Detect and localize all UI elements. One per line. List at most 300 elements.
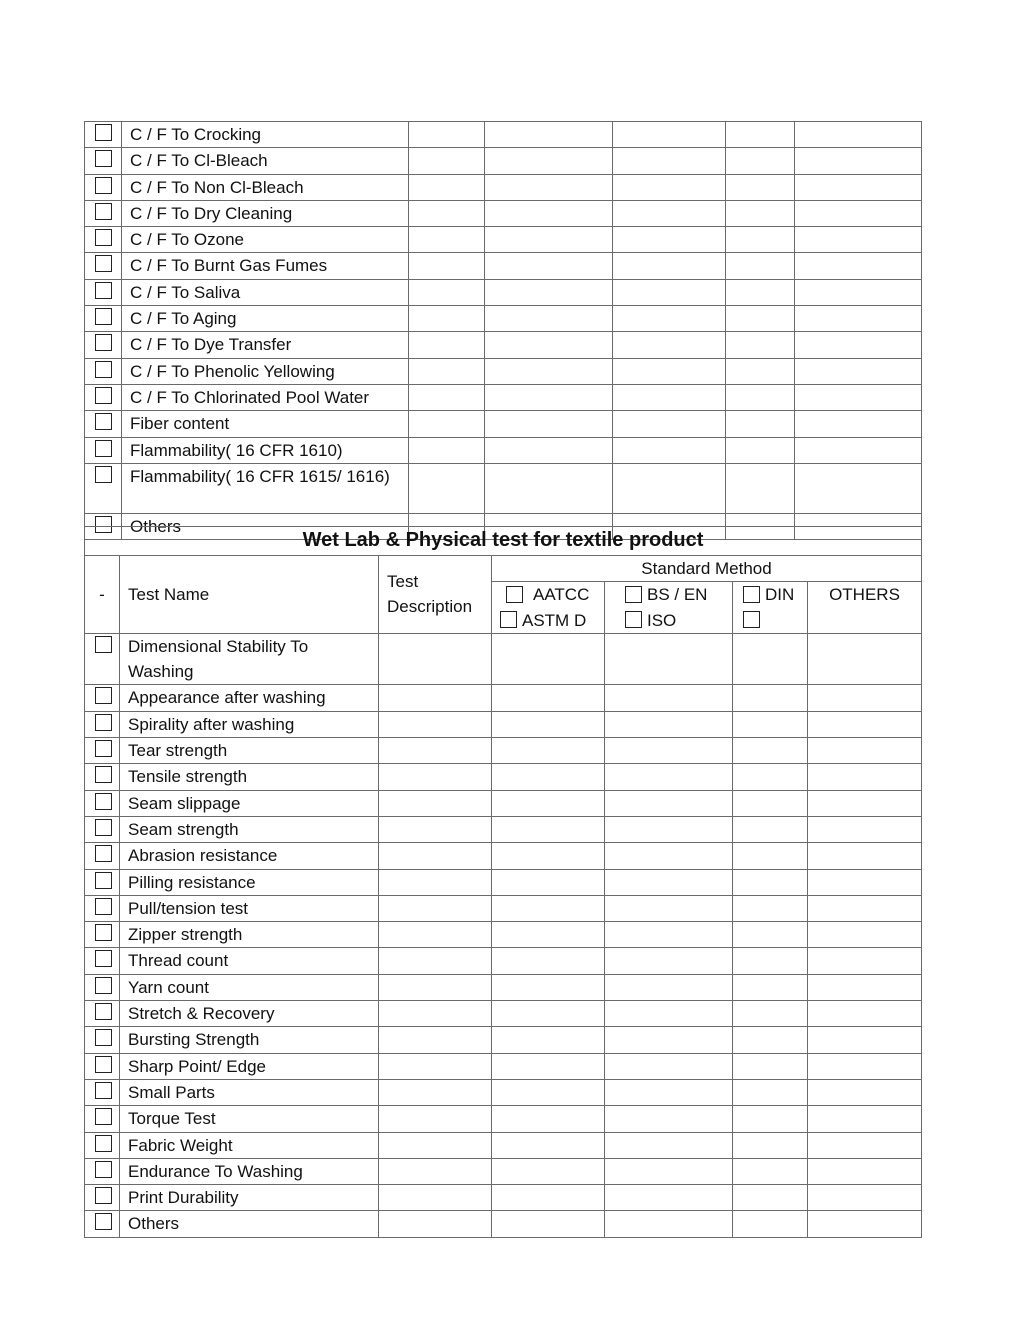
entry-cell[interactable]	[492, 764, 605, 790]
test-name-cell: Flammability( 16 CFR 1615/ 1616)	[122, 463, 409, 513]
entry-cell[interactable]	[733, 1211, 808, 1237]
entry-cell[interactable]	[485, 227, 613, 253]
table-row	[85, 633, 922, 685]
entry-cell[interactable]	[492, 1079, 605, 1105]
entry-cell[interactable]	[808, 1211, 922, 1237]
entry-cell[interactable]	[726, 253, 795, 279]
entry-cell[interactable]	[492, 1053, 605, 1079]
entry-cell[interactable]	[733, 711, 808, 737]
entry-cell[interactable]	[605, 1185, 733, 1211]
entry-cell[interactable]	[485, 253, 613, 279]
entry-cell[interactable]	[492, 1001, 605, 1027]
entry-cell[interactable]	[733, 922, 808, 948]
row-checkbox[interactable]	[95, 1108, 112, 1125]
entry-cell[interactable]	[808, 816, 922, 842]
test-name-cell: Torque Test	[120, 1106, 379, 1132]
entry-cell[interactable]	[605, 738, 733, 764]
entry-cell[interactable]	[726, 411, 795, 437]
entry-cell[interactable]	[726, 174, 795, 200]
entry-cell[interactable]	[808, 869, 922, 895]
row-checkbox[interactable]	[95, 124, 112, 141]
entry-cell[interactable]	[605, 764, 733, 790]
checkbox-cell	[85, 738, 120, 764]
entry-cell[interactable]	[409, 411, 485, 437]
bs-en-label: BS / EN	[647, 585, 708, 605]
entry-cell[interactable]	[733, 895, 808, 921]
entry-cell[interactable]	[605, 869, 733, 895]
entry-cell[interactable]	[605, 922, 733, 948]
entry-cell[interactable]	[492, 869, 605, 895]
entry-cell[interactable]	[485, 279, 613, 305]
entry-cell[interactable]	[733, 1158, 808, 1184]
entry-cell[interactable]	[605, 790, 733, 816]
row-checkbox[interactable]	[95, 387, 112, 404]
entry-cell[interactable]	[379, 1106, 492, 1132]
entry-cell[interactable]	[613, 148, 726, 174]
row-checkbox[interactable]	[95, 1213, 112, 1230]
entry-cell[interactable]	[726, 358, 795, 384]
entry-cell[interactable]	[795, 358, 922, 384]
entry-cell[interactable]	[733, 974, 808, 1000]
entry-cell[interactable]	[733, 1001, 808, 1027]
din-extra-checkbox[interactable]	[743, 611, 760, 628]
entry-cell[interactable]	[605, 1158, 733, 1184]
checkbox-cell	[85, 895, 120, 921]
entry-cell[interactable]	[613, 279, 726, 305]
entry-cell[interactable]	[379, 1053, 492, 1079]
wetlab-table	[84, 526, 922, 1238]
row-checkbox[interactable]	[95, 466, 112, 483]
entry-cell[interactable]	[613, 122, 726, 148]
entry-cell[interactable]	[492, 895, 605, 921]
entry-cell[interactable]	[605, 1106, 733, 1132]
entry-cell[interactable]	[409, 148, 485, 174]
entry-cell[interactable]	[726, 306, 795, 332]
entry-cell[interactable]	[605, 948, 733, 974]
row-checkbox[interactable]	[95, 766, 112, 783]
table-row	[85, 411, 922, 437]
entry-cell[interactable]	[733, 948, 808, 974]
test-name-cell: C / F To Chlorinated Pool Water	[122, 384, 409, 410]
test-name-cell: Others	[120, 1211, 379, 1237]
entry-cell[interactable]	[733, 869, 808, 895]
entry-cell[interactable]	[379, 738, 492, 764]
entry-cell[interactable]	[795, 437, 922, 463]
entry-cell[interactable]	[795, 253, 922, 279]
row-checkbox[interactable]	[95, 1187, 112, 1204]
entry-cell[interactable]	[808, 1001, 922, 1027]
entry-cell[interactable]	[485, 411, 613, 437]
entry-cell[interactable]	[808, 633, 922, 685]
checkbox-cell	[85, 633, 120, 685]
row-checkbox[interactable]	[95, 1056, 112, 1073]
entry-cell[interactable]	[808, 974, 922, 1000]
entry-cell[interactable]	[492, 738, 605, 764]
entry-cell[interactable]	[485, 437, 613, 463]
test-name-cell: Seam slippage	[120, 790, 379, 816]
test-name-cell: Appearance after washing	[120, 685, 379, 711]
checkbox-cell	[85, 974, 120, 1000]
entry-cell[interactable]	[379, 974, 492, 1000]
row-checkbox[interactable]	[95, 1003, 112, 1020]
entry-cell[interactable]	[726, 384, 795, 410]
entry-cell[interactable]	[409, 384, 485, 410]
entry-cell[interactable]	[733, 738, 808, 764]
entry-cell[interactable]	[795, 411, 922, 437]
table-row	[85, 974, 922, 1000]
entry-cell[interactable]	[808, 895, 922, 921]
checkbox-cell	[85, 685, 120, 711]
entry-cell[interactable]	[492, 843, 605, 869]
entry-cell[interactable]	[726, 148, 795, 174]
test-name-cell: Pilling resistance	[120, 869, 379, 895]
entry-cell[interactable]	[605, 685, 733, 711]
entry-cell[interactable]	[379, 1001, 492, 1027]
checkbox-cell	[85, 1158, 120, 1184]
entry-cell[interactable]	[613, 437, 726, 463]
entry-cell[interactable]	[485, 200, 613, 226]
entry-cell[interactable]	[605, 843, 733, 869]
entry-cell[interactable]	[733, 1027, 808, 1053]
test-name-cell: Zipper strength	[120, 922, 379, 948]
entry-cell[interactable]	[492, 1211, 605, 1237]
table-row	[85, 122, 922, 148]
entry-cell[interactable]	[492, 1158, 605, 1184]
entry-cell[interactable]	[492, 974, 605, 1000]
entry-cell[interactable]	[492, 1027, 605, 1053]
entry-cell[interactable]	[726, 122, 795, 148]
entry-cell[interactable]	[485, 358, 613, 384]
entry-cell[interactable]	[379, 1132, 492, 1158]
test-name-cell: C / F To Ozone	[122, 227, 409, 253]
aatcc-label: AATCC	[533, 585, 590, 605]
row-checkbox[interactable]	[95, 413, 112, 430]
entry-cell[interactable]	[808, 1106, 922, 1132]
checkbox-cell	[85, 463, 122, 513]
entry-cell[interactable]	[605, 1027, 733, 1053]
entry-cell[interactable]	[613, 227, 726, 253]
entry-cell[interactable]	[409, 200, 485, 226]
entry-cell[interactable]	[492, 922, 605, 948]
entry-cell[interactable]	[492, 1185, 605, 1211]
table-row	[85, 332, 922, 358]
header-test-name: Test Name	[120, 556, 379, 634]
row-checkbox[interactable]	[95, 282, 112, 299]
row-checkbox[interactable]	[95, 229, 112, 246]
entry-cell[interactable]	[409, 463, 485, 513]
entry-cell[interactable]	[409, 227, 485, 253]
entry-cell[interactable]	[808, 1132, 922, 1158]
entry-cell[interactable]	[492, 711, 605, 737]
table-row	[85, 227, 922, 253]
colorfastness-table-body	[85, 122, 922, 540]
row-checkbox[interactable]	[95, 924, 112, 941]
row-checkbox[interactable]	[95, 872, 112, 889]
row-checkbox[interactable]	[95, 177, 112, 194]
entry-cell[interactable]	[409, 174, 485, 200]
entry-cell[interactable]	[605, 633, 733, 685]
entry-cell[interactable]	[733, 1106, 808, 1132]
table-row	[85, 922, 922, 948]
table-row	[85, 358, 922, 384]
entry-cell[interactable]	[795, 200, 922, 226]
test-name-cell: Endurance To Washing	[120, 1158, 379, 1184]
iso-checkbox[interactable]	[625, 611, 642, 628]
entry-cell[interactable]	[726, 437, 795, 463]
entry-cell[interactable]	[726, 332, 795, 358]
entry-cell[interactable]	[613, 463, 726, 513]
entry-cell[interactable]	[379, 816, 492, 842]
entry-cell[interactable]	[409, 253, 485, 279]
entry-cell[interactable]	[605, 895, 733, 921]
test-name-cell: Flammability( 16 CFR 1610)	[122, 437, 409, 463]
entry-cell[interactable]	[492, 1106, 605, 1132]
header-dash: -	[85, 556, 120, 634]
entry-cell[interactable]	[379, 685, 492, 711]
entry-cell[interactable]	[379, 1027, 492, 1053]
test-name-cell: Tear strength	[120, 738, 379, 764]
table-row	[85, 843, 922, 869]
header-others: OTHERS	[808, 582, 922, 634]
entry-cell[interactable]	[733, 633, 808, 685]
checkbox-cell	[85, 253, 122, 279]
entry-cell[interactable]	[379, 1185, 492, 1211]
row-checkbox[interactable]	[95, 440, 112, 457]
entry-cell[interactable]	[795, 384, 922, 410]
entry-cell[interactable]	[733, 1185, 808, 1211]
row-checkbox[interactable]	[95, 950, 112, 967]
checkbox-cell	[85, 1132, 120, 1158]
row-checkbox[interactable]	[95, 150, 112, 167]
checkbox-cell	[85, 764, 120, 790]
entry-cell[interactable]	[613, 358, 726, 384]
table-row	[85, 1185, 922, 1211]
entry-cell[interactable]	[409, 279, 485, 305]
checkbox-cell	[85, 948, 120, 974]
entry-cell[interactable]	[795, 332, 922, 358]
test-name-cell: Fabric Weight	[120, 1132, 379, 1158]
entry-cell[interactable]	[485, 148, 613, 174]
entry-cell[interactable]	[808, 738, 922, 764]
entry-cell[interactable]	[605, 1132, 733, 1158]
test-name-cell: Others	[122, 513, 409, 539]
entry-cell[interactable]	[795, 122, 922, 148]
row-checkbox[interactable]	[95, 203, 112, 220]
row-checkbox[interactable]	[95, 255, 112, 272]
entry-cell[interactable]	[379, 843, 492, 869]
entry-cell[interactable]	[808, 948, 922, 974]
entry-cell[interactable]	[605, 1053, 733, 1079]
entry-cell[interactable]	[733, 843, 808, 869]
test-name-cell: Bursting Strength	[120, 1027, 379, 1053]
test-name-cell: C / F To Crocking	[122, 122, 409, 148]
table-row	[85, 1132, 922, 1158]
entry-cell[interactable]	[733, 1132, 808, 1158]
entry-cell[interactable]	[733, 685, 808, 711]
header-bs-iso-cell	[605, 582, 733, 634]
checkbox-cell	[85, 843, 120, 869]
entry-cell[interactable]	[808, 1053, 922, 1079]
entry-cell[interactable]	[379, 764, 492, 790]
row-checkbox[interactable]	[95, 793, 112, 810]
test-name-cell: C / F To Dry Cleaning	[122, 200, 409, 226]
table-row	[85, 1079, 922, 1105]
entry-cell[interactable]	[485, 463, 613, 513]
entry-cell[interactable]	[808, 843, 922, 869]
entry-cell[interactable]	[605, 711, 733, 737]
table-row	[85, 200, 922, 226]
test-name-cell: Seam strength	[120, 816, 379, 842]
entry-cell[interactable]	[605, 1211, 733, 1237]
entry-cell[interactable]	[795, 279, 922, 305]
entry-cell[interactable]	[808, 1185, 922, 1211]
test-name-cell: C / F To Burnt Gas Fumes	[122, 253, 409, 279]
row-checkbox[interactable]	[95, 308, 112, 325]
checkbox-cell	[85, 790, 120, 816]
entry-cell[interactable]	[795, 148, 922, 174]
entry-cell[interactable]	[733, 1053, 808, 1079]
entry-cell[interactable]	[795, 174, 922, 200]
entry-cell[interactable]	[492, 790, 605, 816]
aatcc-checkbox[interactable]	[506, 586, 523, 603]
entry-cell[interactable]	[492, 633, 605, 685]
row-checkbox[interactable]	[95, 1029, 112, 1046]
table-row	[85, 816, 922, 842]
entry-cell[interactable]	[485, 332, 613, 358]
entry-cell[interactable]	[485, 122, 613, 148]
entry-cell[interactable]	[613, 174, 726, 200]
entry-cell[interactable]	[605, 1001, 733, 1027]
table-row	[85, 948, 922, 974]
checkbox-cell	[85, 306, 122, 332]
entry-cell[interactable]	[726, 227, 795, 253]
entry-cell[interactable]	[795, 227, 922, 253]
row-checkbox[interactable]	[95, 845, 112, 862]
table-row	[85, 738, 922, 764]
entry-cell[interactable]	[485, 174, 613, 200]
header-standard-method: Standard Method	[492, 556, 922, 582]
entry-cell[interactable]	[808, 922, 922, 948]
entry-cell[interactable]	[613, 200, 726, 226]
section-title: Wet Lab & Physical test for textile product	[85, 527, 922, 556]
entry-cell[interactable]	[808, 1079, 922, 1105]
entry-cell[interactable]	[409, 332, 485, 358]
table-row	[85, 253, 922, 279]
entry-cell[interactable]	[409, 437, 485, 463]
row-checkbox[interactable]	[95, 1082, 112, 1099]
test-name-cell: Print Durability	[120, 1185, 379, 1211]
entry-cell[interactable]	[409, 358, 485, 384]
entry-cell[interactable]	[726, 463, 795, 513]
checkbox-cell	[85, 279, 122, 305]
entry-cell[interactable]	[492, 948, 605, 974]
entry-cell[interactable]	[492, 816, 605, 842]
entry-cell[interactable]	[795, 463, 922, 513]
checkbox-cell	[85, 437, 122, 463]
entry-cell[interactable]	[795, 306, 922, 332]
row-checkbox[interactable]	[95, 334, 112, 351]
entry-cell[interactable]	[379, 869, 492, 895]
entry-cell[interactable]	[613, 332, 726, 358]
row-checkbox[interactable]	[95, 687, 112, 704]
table-row	[85, 1001, 922, 1027]
row-checkbox[interactable]	[95, 1161, 112, 1178]
entry-cell[interactable]	[379, 711, 492, 737]
entry-cell[interactable]	[808, 1027, 922, 1053]
entry-cell[interactable]	[613, 384, 726, 410]
entry-cell[interactable]	[726, 200, 795, 226]
bs-en-checkbox[interactable]	[625, 586, 642, 603]
entry-cell[interactable]	[379, 633, 492, 685]
entry-cell[interactable]	[733, 816, 808, 842]
din-checkbox[interactable]	[743, 586, 760, 603]
entry-cell[interactable]	[808, 1158, 922, 1184]
checkbox-cell	[85, 1001, 120, 1027]
entry-cell[interactable]	[808, 685, 922, 711]
entry-cell[interactable]	[379, 790, 492, 816]
test-name-cell: Sharp Point/ Edge	[120, 1053, 379, 1079]
checkbox-cell	[85, 174, 122, 200]
entry-cell[interactable]	[379, 948, 492, 974]
entry-cell[interactable]	[605, 816, 733, 842]
entry-cell[interactable]	[409, 122, 485, 148]
row-checkbox[interactable]	[95, 977, 112, 994]
row-checkbox[interactable]	[95, 1135, 112, 1152]
entry-cell[interactable]	[613, 253, 726, 279]
entry-cell[interactable]	[605, 1079, 733, 1105]
entry-cell[interactable]	[733, 764, 808, 790]
entry-cell[interactable]	[808, 711, 922, 737]
row-checkbox[interactable]	[95, 636, 112, 653]
row-checkbox[interactable]	[95, 714, 112, 731]
entry-cell[interactable]	[485, 384, 613, 410]
entry-cell[interactable]	[808, 790, 922, 816]
entry-cell[interactable]	[733, 1079, 808, 1105]
table-row	[85, 764, 922, 790]
checkbox-cell	[85, 411, 122, 437]
entry-cell[interactable]	[379, 895, 492, 921]
astm-checkbox[interactable]	[500, 611, 517, 628]
table-row	[85, 148, 922, 174]
entry-cell[interactable]	[379, 1211, 492, 1237]
test-name-cell: C / F To Saliva	[122, 279, 409, 305]
entry-cell[interactable]	[808, 764, 922, 790]
entry-cell[interactable]	[485, 306, 613, 332]
row-checkbox[interactable]	[95, 740, 112, 757]
iso-label: ISO	[647, 610, 677, 630]
row-checkbox[interactable]	[95, 361, 112, 378]
checkbox-cell	[85, 1211, 120, 1237]
row-checkbox[interactable]	[95, 898, 112, 915]
row-checkbox[interactable]	[95, 819, 112, 836]
entry-cell[interactable]	[613, 411, 726, 437]
entry-cell[interactable]	[409, 306, 485, 332]
entry-cell[interactable]	[379, 922, 492, 948]
table-row	[85, 384, 922, 410]
entry-cell[interactable]	[492, 685, 605, 711]
test-name-cell: C / F To Phenolic Yellowing	[122, 358, 409, 384]
entry-cell[interactable]	[613, 306, 726, 332]
entry-cell[interactable]	[726, 279, 795, 305]
entry-cell[interactable]	[492, 1132, 605, 1158]
checkbox-cell	[85, 200, 122, 226]
din-label: DIN	[765, 585, 795, 605]
entry-cell[interactable]	[733, 790, 808, 816]
entry-cell[interactable]	[605, 974, 733, 1000]
entry-cell[interactable]	[379, 1158, 492, 1184]
entry-cell[interactable]	[379, 1079, 492, 1105]
test-name-cell: Thread count	[120, 948, 379, 974]
